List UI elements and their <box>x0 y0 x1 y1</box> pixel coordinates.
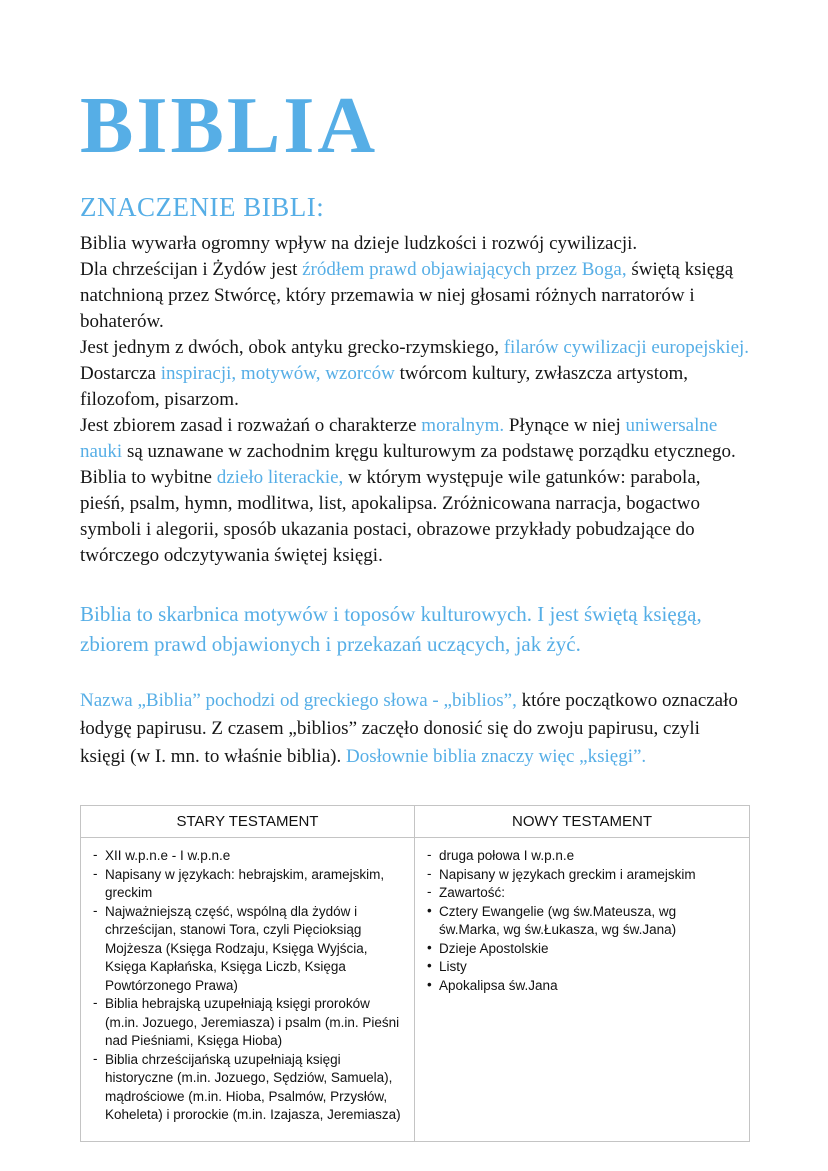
list-item <box>427 866 739 885</box>
accent-text: moralnym. <box>421 415 505 436</box>
list-item-text: XII w.p.n.e - I w.p.n.e <box>105 848 231 863</box>
list-marker: • <box>427 958 432 973</box>
list-item <box>427 884 739 903</box>
plain-text: które początkowo oznaczało łodygę papirusu. Z czasem „biblios” zaczęło donosić się do zwoju papirusu, czyli księgi (w I. mn. to właśnie biblia). <box>80 690 738 767</box>
plain-text: Biblia to wybitne <box>80 467 217 488</box>
table-cell-nowy-testament <box>415 838 749 1141</box>
list-marker: - <box>427 865 432 881</box>
list-item <box>93 866 404 903</box>
accent-text: Biblia to skarbnica motywów i toposów kulturowych. I jest świętą księgą, zbiorem prawd objawionych i przekazań uczących, jak żyć. <box>80 602 702 656</box>
list-item <box>93 903 404 996</box>
body-text <box>80 231 750 569</box>
list-item <box>427 940 739 959</box>
list-item <box>427 903 739 940</box>
plain-text: Jest jednym z dwóch, obok antyku grecko-rzymskiego, <box>80 337 504 358</box>
plain-text: Dostarcza <box>80 363 161 384</box>
table-header-nowy-testament: NOWY TESTAMENT <box>415 806 749 838</box>
plain-text: w którym występuje wile gatunków: parabola, pieśń, psalm, hymn, modlitwa, list, apokalipsa. Zróżnicowana narracja, bogactwo symboli i alegorii, sposób ukazania postaci, obrazowe przykłady pobudzające do twórczego odczytywania świętej księgi. <box>80 467 701 566</box>
accent-text: dzieło literackie, <box>216 467 344 488</box>
list-item-text: Dzieje Apostolskie <box>439 940 549 956</box>
list-item-text: Biblia hebrajską uzupełniają księgi proroków (m.in. Jozuego, Jeremiasza) i psalm (m.in. Pieśni nad Pieśniami, Księga Hioba) <box>105 996 400 1048</box>
accent-text: Nazwa „Biblia” pochodzi od greckiego słowa - „biblios”, <box>80 690 517 711</box>
list-item-text: Napisany w językach greckim i aramejskim <box>439 866 696 882</box>
accent-text: uniwersalne nauki <box>80 415 718 462</box>
list-item <box>427 958 739 977</box>
plain-text: Biblia wywarła ogromny wpływ na dzieje ludzkości i rozwój cywilizacji. <box>80 233 638 254</box>
page-title: BIBLIA <box>80 82 379 170</box>
list-item-text: Listy <box>439 959 467 974</box>
section-heading: ZNACZENIE BIBLI: <box>80 192 325 222</box>
list-item-text: Apokalipsa św.Jana <box>439 977 558 993</box>
list-item-text: Napisany w językach: hebrajskim, aramejskim, greckim <box>105 866 385 900</box>
paragraph <box>80 413 750 465</box>
list-marker: - <box>93 902 98 918</box>
list-item-text: Najważniejszą część, wspólną dla żydów i chrześcijan, stanowi Tora, czyli Pięcioksiąg Mojżesza (Księga Rodzaju, Księga Wyjścia, Księga Kapłańska, Księga Liczb, Księga Powtórzonego Prawa) <box>105 903 368 993</box>
paragraph <box>80 465 750 569</box>
paragraph <box>80 257 750 335</box>
list-item <box>93 1051 404 1125</box>
list-item-text: Cztery Ewangelie (wg św.Mateusza, wg św.Marka, wg św.Łukasza, wg św.Jana) <box>439 903 677 937</box>
list-marker: • <box>427 902 432 918</box>
list-marker: - <box>93 995 98 1010</box>
list-marker: • <box>427 976 432 992</box>
list-item <box>93 847 404 866</box>
list-marker: - <box>93 847 98 862</box>
accent-text: Dosłownie biblia znaczy więc „księgi”. <box>345 746 647 767</box>
list-item <box>93 995 404 1051</box>
plain-text: świętą księgą natchnioną przez Stwórcę, który przemawia w niej głosami różnych narratorów i bohaterów. <box>80 259 734 332</box>
list-item-text: druga połowa I w.p.n.e <box>439 848 575 863</box>
list-marker: - <box>427 847 432 862</box>
list-item-text: Zawartość: <box>439 885 506 900</box>
plain-text: Płynące w niej <box>504 415 626 436</box>
plain-text: Dla chrześcijan i Żydów jest <box>80 259 303 280</box>
list-marker: - <box>427 884 432 899</box>
list-marker: - <box>93 1050 98 1066</box>
list-item <box>427 977 739 996</box>
plain-text: Jest zbiorem zasad i rozważań o charakterze <box>80 415 422 436</box>
testament-table <box>80 805 750 1142</box>
accent-text: źródłem prawd objawiających przez Boga, <box>302 259 627 280</box>
list-item <box>427 847 739 866</box>
table-header-stary-testament: STARY TESTAMENT <box>81 806 415 838</box>
accent-text: inspiracji, motywów, wzorców <box>160 363 395 384</box>
paragraph <box>80 335 750 413</box>
table-cell-stary-testament <box>81 838 415 1141</box>
list-item-text: Biblia chrześcijańską uzupełniają księgi historyczne (m.in. Jozuego, Sędziów, Samuela), mądrościowe (m.in. Hioba, Psalmów, Przysłów, Koheleta) i prorockie (m.in. Izajasza, Jeremiasza) <box>105 1051 401 1122</box>
accent-text: filarów cywilizacji europejskiej. <box>503 337 750 358</box>
list-marker: - <box>93 865 98 881</box>
list-marker: • <box>427 939 432 955</box>
plain-text: twórcom kultury, zwłaszcza artystom, filozofom, pisarzom. <box>80 363 689 410</box>
etymology-paragraph <box>80 687 750 771</box>
plain-text: są uznawane w zachodnim kręgu kulturowym za podstawę porządku etycznego. <box>122 441 736 462</box>
paragraph <box>80 231 750 257</box>
highlight-paragraph <box>80 599 750 659</box>
